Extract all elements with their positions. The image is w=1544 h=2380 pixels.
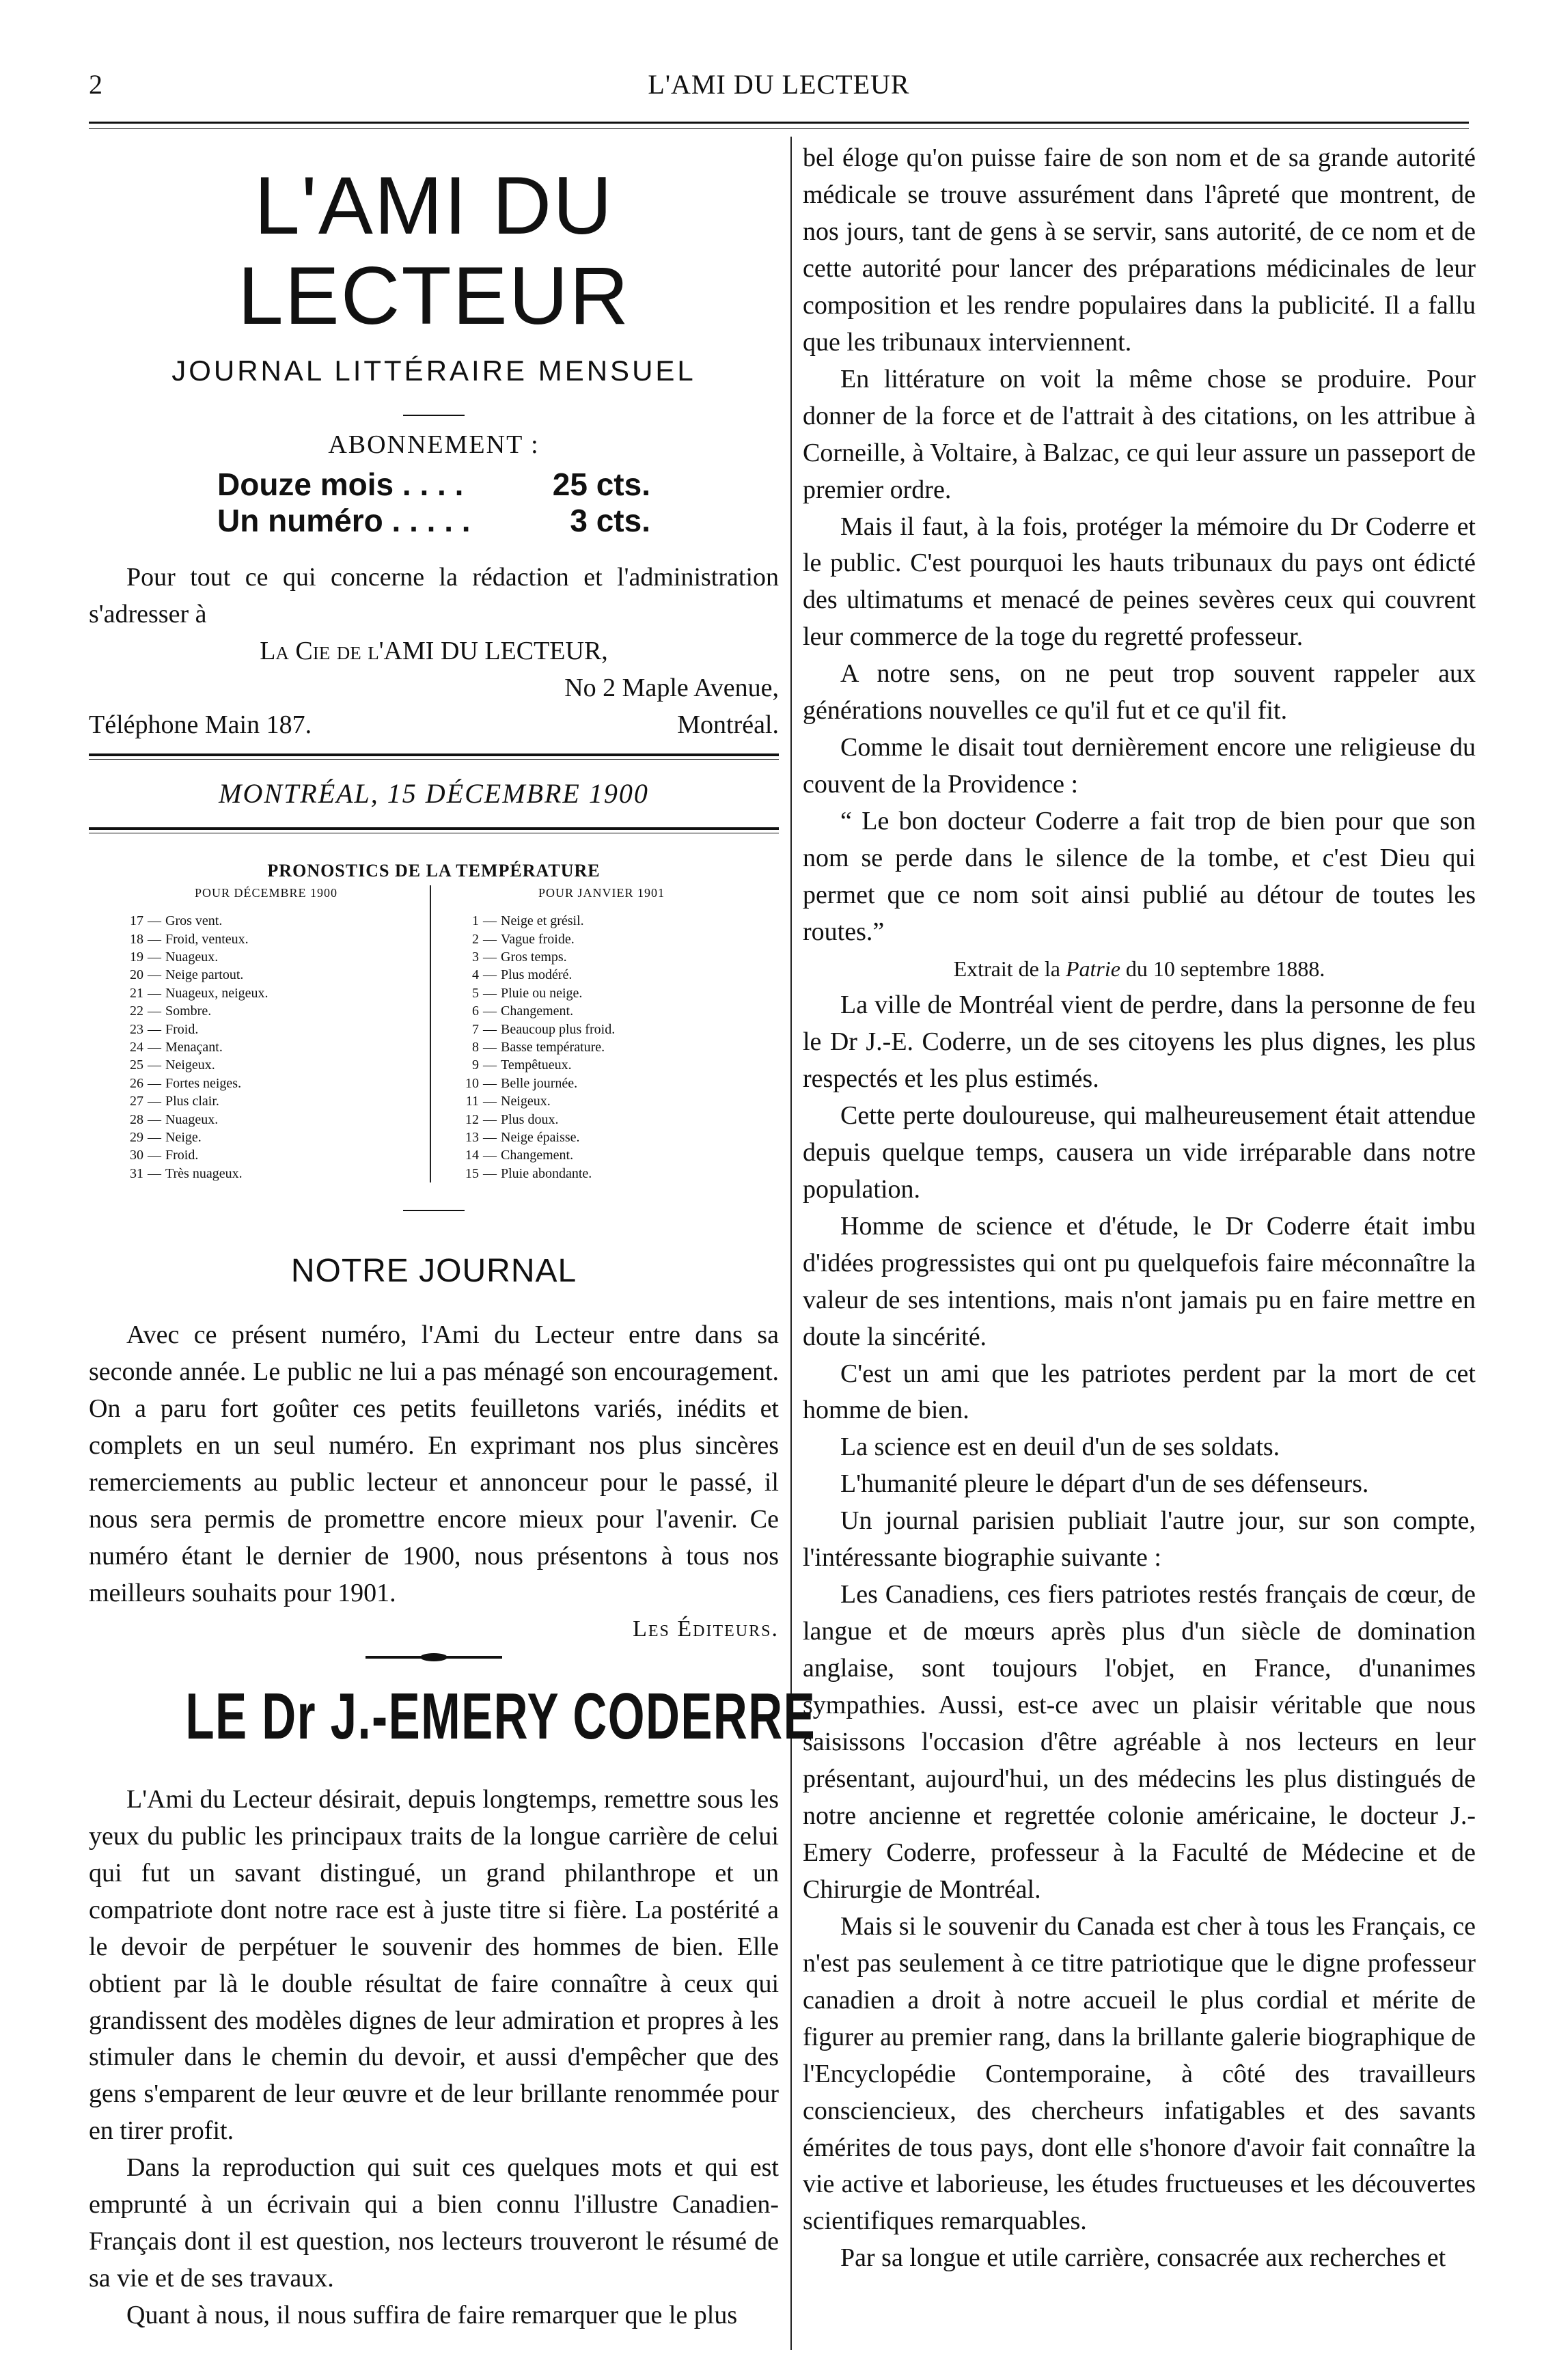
article-paragraph: C'est un ami que les patriotes perdent par la mort de cet homme de bien. <box>803 1359 1476 1425</box>
article-title: LE Dr J.-EMERY CODERRE <box>185 1679 816 1753</box>
forecast-day: 28 <box>130 1111 143 1127</box>
forecast-row <box>452 1092 752 1110</box>
forecast-dash: — <box>148 967 161 983</box>
top-rule-thin <box>89 128 1469 129</box>
forecast-dash: — <box>148 1165 161 1181</box>
section-heading: NOTRE JOURNAL <box>290 1253 577 1290</box>
dateline: MONTRÉAL, 15 DÉCEMBRE 1900 <box>219 777 649 809</box>
forecast-dash: — <box>148 1021 161 1037</box>
company-name: La Cie de l'AMI DU LECTEUR, <box>260 636 608 665</box>
pronostics-table <box>116 885 752 1183</box>
forecast-day: 29 <box>130 1129 143 1145</box>
rule <box>89 759 779 760</box>
price-row <box>89 467 779 503</box>
forecast-text: Plus doux. <box>501 1111 559 1127</box>
forecast-dash: — <box>483 1040 497 1055</box>
forecast-dash: — <box>483 1165 497 1181</box>
abonnement-heading: ABONNEMENT : <box>328 430 540 459</box>
forecast-dash: — <box>148 950 161 965</box>
running-title: L'AMI DU LECTEUR <box>648 69 910 100</box>
forecast-dash: — <box>148 1111 161 1127</box>
pronostics-january <box>431 885 752 1183</box>
forecast-day: 27 <box>130 1094 143 1109</box>
forecast-row <box>116 1129 416 1146</box>
forecast-text: Neige. <box>165 1129 202 1145</box>
forecast-dash: — <box>483 1057 497 1073</box>
credit-paper: Patrie <box>1065 956 1120 981</box>
forecast-row <box>116 930 416 948</box>
forecast-text: Pluie ou neige. <box>501 985 583 1001</box>
short-rule <box>403 415 465 416</box>
masthead-subtitle: JOURNAL LITTÉRAIRE MENSUEL <box>171 355 696 387</box>
credit-suffix: du 10 septembre 1888. <box>1125 956 1325 981</box>
forecast-day: 18 <box>130 931 143 947</box>
forecast-text: Neige partout. <box>165 967 244 983</box>
forecast-row <box>116 1092 416 1110</box>
column-divider <box>790 137 792 2350</box>
forecast-row <box>116 912 416 930</box>
left-column <box>89 140 816 2334</box>
forecast-dash: — <box>483 1148 497 1163</box>
forecast-row <box>116 1021 416 1038</box>
forecast-row <box>452 1002 752 1020</box>
forecast-row <box>116 1056 416 1074</box>
forecast-row <box>452 948 752 966</box>
pronostics-header: POUR DÉCEMBRE 1900 <box>194 885 338 900</box>
page-number: 2 <box>89 69 102 100</box>
forecast-dash: — <box>483 985 497 1001</box>
forecast-row <box>452 1056 752 1074</box>
forecast-row <box>452 930 752 948</box>
article-paragraph: La science est en deuil d'un de ses soldats. <box>840 1433 1280 1462</box>
price-row <box>89 503 779 539</box>
contact-text: Pour tout ce qui concerne la rédaction et l'administration s'adresser à <box>89 562 779 628</box>
price-value: 3 cts. <box>570 502 650 538</box>
forecast-day: 6 <box>472 1004 479 1019</box>
forecast-row <box>452 1111 752 1129</box>
forecast-dash: — <box>148 1148 161 1163</box>
forecast-row <box>116 1038 416 1056</box>
forecast-dash: — <box>483 1021 497 1037</box>
forecast-day: 19 <box>130 950 143 965</box>
forecast-text: Très nuageux. <box>165 1165 243 1181</box>
article-paragraph: En littérature on voit la même chose se produire. Pour donner de la force et de l'attrait à des citations, on les attribue à Corneille, à Voltaire, à Balzac, ce qui leur assure un passeport de premier ordre. <box>803 364 1476 504</box>
forecast-day: 22 <box>130 1004 143 1019</box>
forecast-row <box>116 966 416 984</box>
forecast-row <box>452 966 752 984</box>
article-paragraph: L'Ami du Lecteur désirait, depuis longtemps, remettre sous les yeux du public les principaux traits de la longue carrière de celui qui fut un savant distingué, un grand philanthrope et un compatriote dont notre race est à juste titre si fière. La postérité a le devoir de perpétuer le souvenir des hommes de bien. Elle obtient par là le double résultat de faire connaître à ceux qui grandissent des modèles dignes de leur admiration et propres à les stimuler dans le chemin du devoir, et aussi d'empêcher que des gens s'emparent de leur œuvre et de leur brillante renommée pour en tirer profit. <box>89 1784 779 2146</box>
forecast-text: Gros temps. <box>501 950 567 965</box>
article-paragraph: L'humanité pleure le départ d'un de ses défenseurs. <box>840 1469 1369 1499</box>
article-paragraph: La ville de Montréal vient de perdre, dans la personne de feu le Dr J.-E. Coderre, un de ses citoyens les plus dignes, les plus respectés et les plus estimés. <box>803 990 1476 1093</box>
pronostics-december <box>116 885 431 1183</box>
forecast-row <box>116 1146 416 1164</box>
forecast-row <box>116 984 416 1002</box>
article-paragraph: Les Canadiens, ces fiers patriotes restés français de cœur, de langue et de mœurs après plus d'un siècle de domination anglaise, sont toujours l'objet, en France, d'unanimes sympathies. Aussi, est-ce avec un plaisir véritable que nous saisissons l'occasion d'être agréable à nos lecteurs en leur présentant, aujourd'hui, un des médecins les plus distingués de notre ancienne et regrettée colonie américaine, le docteur J.-Emery Coderre, professeur à la Faculté de Médecine et de Chirurgie de Montréal. <box>803 1580 1476 1904</box>
article-paragraph: Quant à nous, il nous suffira de faire remarquer que le plus <box>126 2301 738 2330</box>
forecast-day: 24 <box>130 1040 143 1055</box>
forecast-dash: — <box>483 1129 497 1145</box>
forecast-day: 4 <box>472 967 479 983</box>
forecast-row <box>452 984 752 1002</box>
forecast-text: Froid. <box>165 1021 199 1037</box>
forecast-text: Beaucoup plus froid. <box>501 1021 616 1037</box>
forecast-text: Neige épaisse. <box>501 1129 580 1145</box>
top-rule <box>89 122 1469 124</box>
forecast-dash: — <box>483 1111 497 1127</box>
forecast-day: 30 <box>130 1148 143 1163</box>
forecast-dash: — <box>148 1075 161 1091</box>
forecast-row <box>116 948 416 966</box>
forecast-day: 7 <box>472 1021 479 1037</box>
forecast-day: 20 <box>130 967 143 983</box>
forecast-dash: — <box>148 1094 161 1109</box>
forecast-row <box>116 1111 416 1129</box>
forecast-row <box>452 1165 752 1182</box>
forecast-dash: — <box>148 1129 161 1145</box>
article-paragraph: Homme de science et d'étude, le Dr Coderre était imbu d'idées progressistes qui ont pu quelquefois faire méconnaître la valeur de ses intentions, mais n'ont jamais pu en faire mettre en doute la sincérité. <box>803 1211 1476 1351</box>
forecast-text: Changement. <box>501 1148 574 1163</box>
forecast-text: Nuageux. <box>165 1111 219 1127</box>
forecast-day: 13 <box>465 1129 479 1145</box>
forecast-day: 17 <box>130 913 143 929</box>
forecast-row <box>452 1021 752 1038</box>
forecast-dash: — <box>483 950 497 965</box>
article-paragraph: Un journal parisien publiait l'autre jour, sur son compte, l'intéressante biographie suivante : <box>803 1506 1476 1573</box>
forecast-row <box>452 1038 752 1056</box>
forecast-text: Plus clair. <box>165 1094 219 1109</box>
forecast-day: 8 <box>472 1040 479 1055</box>
forecast-text: Neige et grésil. <box>501 913 584 929</box>
forecast-row <box>116 1165 416 1182</box>
forecast-text: Pluie abondante. <box>501 1165 592 1181</box>
forecast-dash: — <box>148 1004 161 1019</box>
notre-journal-body: Avec ce présent numéro, l'Ami du Lecteur entre dans sa seconde année. Le public ne lui a pas ménagé son encouragement. On a paru fort goûter ces petits feuilletons variés, inédits et complets en un seul numéro. En exprimant nos plus sincères remerciements au public lecteur et annonceur pour le passé, il nous sera permis de promettre encore mieux pour l'avenir. Ce numéro étant le dernier de 1900, nous présentons à tous nos meilleurs souhaits pour 1901. <box>89 1320 779 1607</box>
article-paragraph: Mais si le souvenir du Canada est cher à tous les Français, ce n'est pas seulement à ce titre patriotique que le digne professeur canadien a droit à notre accueil le plus cordial et mérite de figurer au premier rang, dans la brillante galerie biographique de l'Encyclopédie Contemporaine, à côté des travailleurs consciencieux, des chercheurs infatigables et des savants émérites de tous pays, dont elle s'honore d'avoir fait connaître la vie active et laborieuse, les études fructueuses et les découvertes scientifiques remarquables. <box>803 1911 1476 2236</box>
forecast-text: Plus modéré. <box>501 967 573 983</box>
forecast-text: Neigeux. <box>165 1057 215 1073</box>
masthead-title: L'AMI DU LECTEUR <box>237 160 631 342</box>
forecast-text: Basse température. <box>501 1040 605 1055</box>
forecast-text: Froid. <box>165 1148 199 1163</box>
article-paragraph: Comme le disait tout dernièrement encore une religieuse du couvent de la Providence : <box>803 733 1476 799</box>
forecast-dash: — <box>148 931 161 947</box>
forecast-dash: — <box>148 913 161 929</box>
forecast-day: 23 <box>130 1021 143 1037</box>
credit-prefix: Extrait de la <box>953 956 1060 981</box>
forecast-row <box>452 1129 752 1146</box>
forecast-day: 26 <box>130 1075 143 1091</box>
forecast-day: 25 <box>130 1057 143 1073</box>
right-column <box>803 140 1476 2277</box>
article-paragraph: Cette perte douloureuse, qui malheureusement était attendue depuis quelque temps, causera un vide irréparable dans notre population. <box>803 1101 1476 1204</box>
forecast-dash: — <box>483 967 497 983</box>
forecast-day: 31 <box>130 1165 143 1181</box>
forecast-dash: — <box>483 1094 497 1109</box>
forecast-row <box>452 1146 752 1164</box>
forecast-text: Changement. <box>501 1004 574 1019</box>
forecast-day: 9 <box>472 1057 479 1073</box>
source-credit <box>803 956 1476 982</box>
address-block <box>89 633 779 744</box>
forecast-dash: — <box>148 1057 161 1073</box>
street-address: No 2 Maple Avenue, <box>564 673 779 702</box>
forecast-text: Belle journée. <box>501 1075 578 1091</box>
price-label: Un numéro . . . . . <box>217 502 471 538</box>
forecast-text: Sombre. <box>165 1004 212 1019</box>
forecast-row <box>116 1002 416 1020</box>
article-paragraph: Mais il faut, à la fois, protéger la mémoire du Dr Coderre et le public. C'est pourquoi les hauts tribunaux du pays ont édicté des ultimatums et menacé de peines sevères ceux qui couvrent leur commerce de la toge du regretté professeur. <box>803 512 1476 652</box>
forecast-day: 1 <box>472 913 479 929</box>
rule <box>89 753 779 756</box>
pronostics-header: POUR JANVIER 1901 <box>538 885 665 900</box>
forecast-day: 5 <box>472 985 479 1001</box>
article-quote: “ Le bon docteur Coderre a fait trop de bien pour que son nom se perde dans le silence de la tombe, et c'est Dieu qui permet que ce nom soit ainsi publié au détour de toutes les routes.” <box>803 807 1476 947</box>
city: Montréal. <box>677 710 779 739</box>
forecast-dash: — <box>483 931 497 947</box>
ornament-rule <box>366 1656 502 1659</box>
forecast-day: 14 <box>465 1148 479 1163</box>
article-paragraph: Par sa longue et utile carrière, consacrée aux recherches et <box>840 2243 1446 2273</box>
forecast-text: Menaçant. <box>165 1040 223 1055</box>
article-paragraph: Dans la reproduction qui suit ces quelques mots et qui est emprunté à un écrivain qui a bien connu l'illustre Canadien-Français dont il est question, nos lecteurs trouveront le résumé de sa vie et de ses travaux. <box>89 2153 779 2293</box>
forecast-text: Gros vent. <box>165 913 223 929</box>
article-paragraph: bel éloge qu'on puisse faire de son nom et de sa grande autorité médicale se trouve assurément dans l'âpreté que montrent, de nos jours, tant de gens à se servir, sans autorité, de ce nom et de cette autorité pour lancer des préparations médicinales de leur composition et les rendre populaires dans la publicité. Il a fallu que les tribunaux interviennent. <box>803 143 1476 357</box>
price-label: Douze mois . . . . <box>217 467 464 502</box>
running-head <box>89 68 1469 109</box>
forecast-dash: — <box>483 1075 497 1091</box>
short-rule <box>403 1210 465 1211</box>
signature: Les Éditeurs. <box>633 1616 779 1642</box>
rule <box>89 827 779 830</box>
telephone: Téléphone Main 187. <box>89 710 312 739</box>
forecast-day: 15 <box>465 1165 479 1181</box>
forecast-day: 2 <box>472 931 479 947</box>
forecast-text: Nuageux. <box>165 950 219 965</box>
forecast-dash: — <box>483 913 497 929</box>
forecast-day: 12 <box>465 1111 479 1127</box>
forecast-dash: — <box>148 985 161 1001</box>
forecast-row <box>452 912 752 930</box>
price-value: 25 cts. <box>552 467 650 502</box>
forecast-day: 21 <box>130 985 143 1001</box>
forecast-row <box>452 1075 752 1092</box>
pronostics-title: PRONOSTICS DE LA TEMPÉRATURE <box>267 860 601 881</box>
forecast-text: Neigeux. <box>501 1094 551 1109</box>
forecast-text: Nuageux, neigeux. <box>165 985 268 1001</box>
forecast-row <box>116 1075 416 1092</box>
forecast-day: 10 <box>465 1075 479 1091</box>
forecast-text: Vague froide. <box>501 931 575 947</box>
forecast-dash: — <box>483 1004 497 1019</box>
forecast-dash: — <box>148 1040 161 1055</box>
forecast-text: Tempêtueux. <box>501 1057 572 1073</box>
article-paragraph: A notre sens, on ne peut trop souvent rappeler aux générations nouvelles ce qu'il fut et ce qu'il fit. <box>803 659 1476 725</box>
forecast-day: 11 <box>465 1094 479 1109</box>
forecast-text: Froid, venteux. <box>165 931 249 947</box>
forecast-day: 3 <box>472 950 479 965</box>
forecast-text: Fortes neiges. <box>165 1075 242 1091</box>
